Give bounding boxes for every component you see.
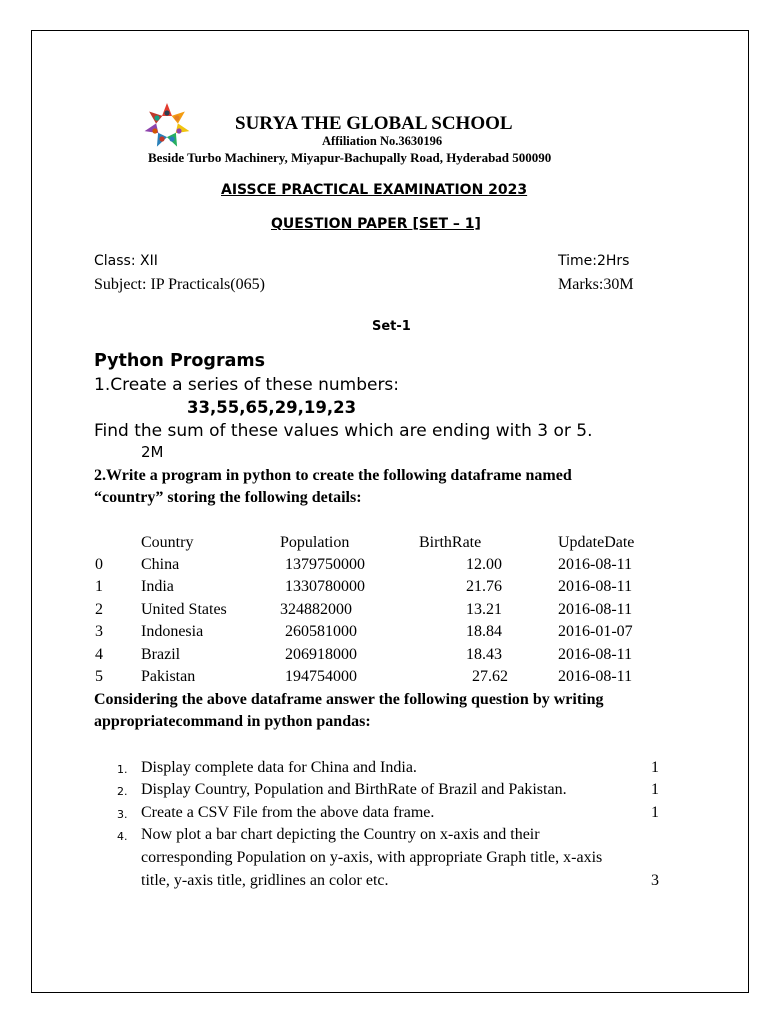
row-index: 2 (95, 601, 103, 618)
row-index: 3 (95, 623, 103, 640)
header-updatedate: UpdateDate (558, 534, 635, 551)
row-date: 2016-08-11 (558, 646, 633, 663)
question-marks: 3 (651, 872, 659, 889)
row-birthrate: 13.21 (466, 601, 502, 618)
row-population: 1330780000 (285, 578, 365, 595)
affiliation-number: Affiliation No.3630196 (322, 134, 443, 148)
table-row (0, 646, 768, 668)
question-marks: 1 (651, 804, 659, 821)
row-index: 1 (95, 578, 103, 595)
question-marks: 1 (651, 781, 659, 798)
row-index: 0 (95, 556, 103, 573)
header-birthrate: BirthRate (419, 534, 482, 551)
row-date: 2016-08-11 (558, 556, 633, 573)
row-population: 260581000 (285, 623, 357, 640)
row-birthrate: 18.84 (466, 623, 502, 640)
paper-title: QUESTION PAPER [SET – 1] (271, 216, 481, 232)
question-text: Display complete data for China and India. (141, 759, 417, 776)
q1-line2: Find the sum of these values which are ending with 3 or 5. (94, 421, 593, 441)
question-marks: 1 (651, 759, 659, 776)
instructions-line1: Considering the above dataframe answer the following question by writing (94, 691, 604, 708)
q2-line1: 2.Write a program in python to create the following dataframe named (94, 467, 572, 484)
question-text: Create a CSV File from the above data frame. (141, 804, 435, 821)
row-population: 1379750000 (285, 556, 365, 573)
row-date: 2016-01-07 (558, 623, 633, 640)
table-row (0, 668, 768, 690)
row-country: India (141, 578, 174, 595)
header-population: Population (280, 534, 350, 551)
question-text: title, y-axis title, gridlines an color etc. (141, 872, 389, 889)
row-country: Brazil (141, 646, 181, 663)
row-country: United States (141, 601, 227, 618)
question-number: 1. (117, 763, 128, 776)
exam-title: AISSCE PRACTICAL EXAMINATION 2023 (221, 182, 528, 198)
question-text: Now plot a bar chart depicting the Country on x-axis and their (141, 826, 540, 843)
marks-label: Marks:30M (558, 276, 634, 293)
row-date: 2016-08-11 (558, 578, 633, 595)
class-label: Class: XII (94, 253, 158, 269)
question-text: Display Country, Population and BirthRate of Brazil and Pakistan. (141, 781, 567, 798)
row-index: 5 (95, 668, 103, 685)
time-label: Time:2Hrs (558, 253, 630, 269)
row-index: 4 (95, 646, 103, 663)
row-population: 194754000 (285, 668, 357, 685)
row-country: China (141, 556, 180, 573)
table-row (0, 623, 768, 645)
school-address: Beside Turbo Machinery, Miyapur-Bachupally Road, Hyderabad 500090 (148, 150, 552, 165)
q2-line2: “country” storing the following details: (94, 489, 362, 506)
q1-numbers: 33,55,65,29,19,23 (187, 398, 357, 417)
question-number: 2. (117, 785, 128, 798)
section-title: Python Programs (94, 351, 266, 371)
table-row (0, 556, 768, 578)
table-row (0, 578, 768, 600)
school-logo (140, 100, 194, 152)
header-country: Country (141, 534, 194, 551)
q1-marks: 2M (141, 443, 164, 461)
question-text: corresponding Population on y-axis, with appropriate Graph title, x-axis (141, 849, 603, 866)
row-population: 206918000 (285, 646, 357, 663)
row-country: Indonesia (141, 623, 204, 640)
question-number: 3. (117, 808, 128, 821)
row-date: 2016-08-11 (558, 668, 633, 685)
row-birthrate: 12.00 (466, 556, 502, 573)
set-label: Set-1 (372, 319, 411, 334)
row-country: Pakistan (141, 668, 196, 685)
school-name: SURYA THE GLOBAL SCHOOL (235, 113, 513, 134)
q1-line1: 1.Create a series of these numbers: (94, 375, 400, 395)
table-header-row (0, 534, 768, 556)
row-birthrate: 18.43 (466, 646, 502, 663)
table-row (0, 601, 768, 623)
row-date: 2016-08-11 (558, 601, 633, 618)
row-birthrate: 21.76 (466, 578, 502, 595)
instructions-line2: appropriatecommand in python pandas: (94, 713, 371, 730)
question-number: 4. (117, 830, 128, 843)
row-birthrate: 27.62 (472, 668, 508, 685)
row-population: 324882000 (280, 601, 352, 618)
subject-label: Subject: IP Practicals(065) (94, 276, 265, 293)
